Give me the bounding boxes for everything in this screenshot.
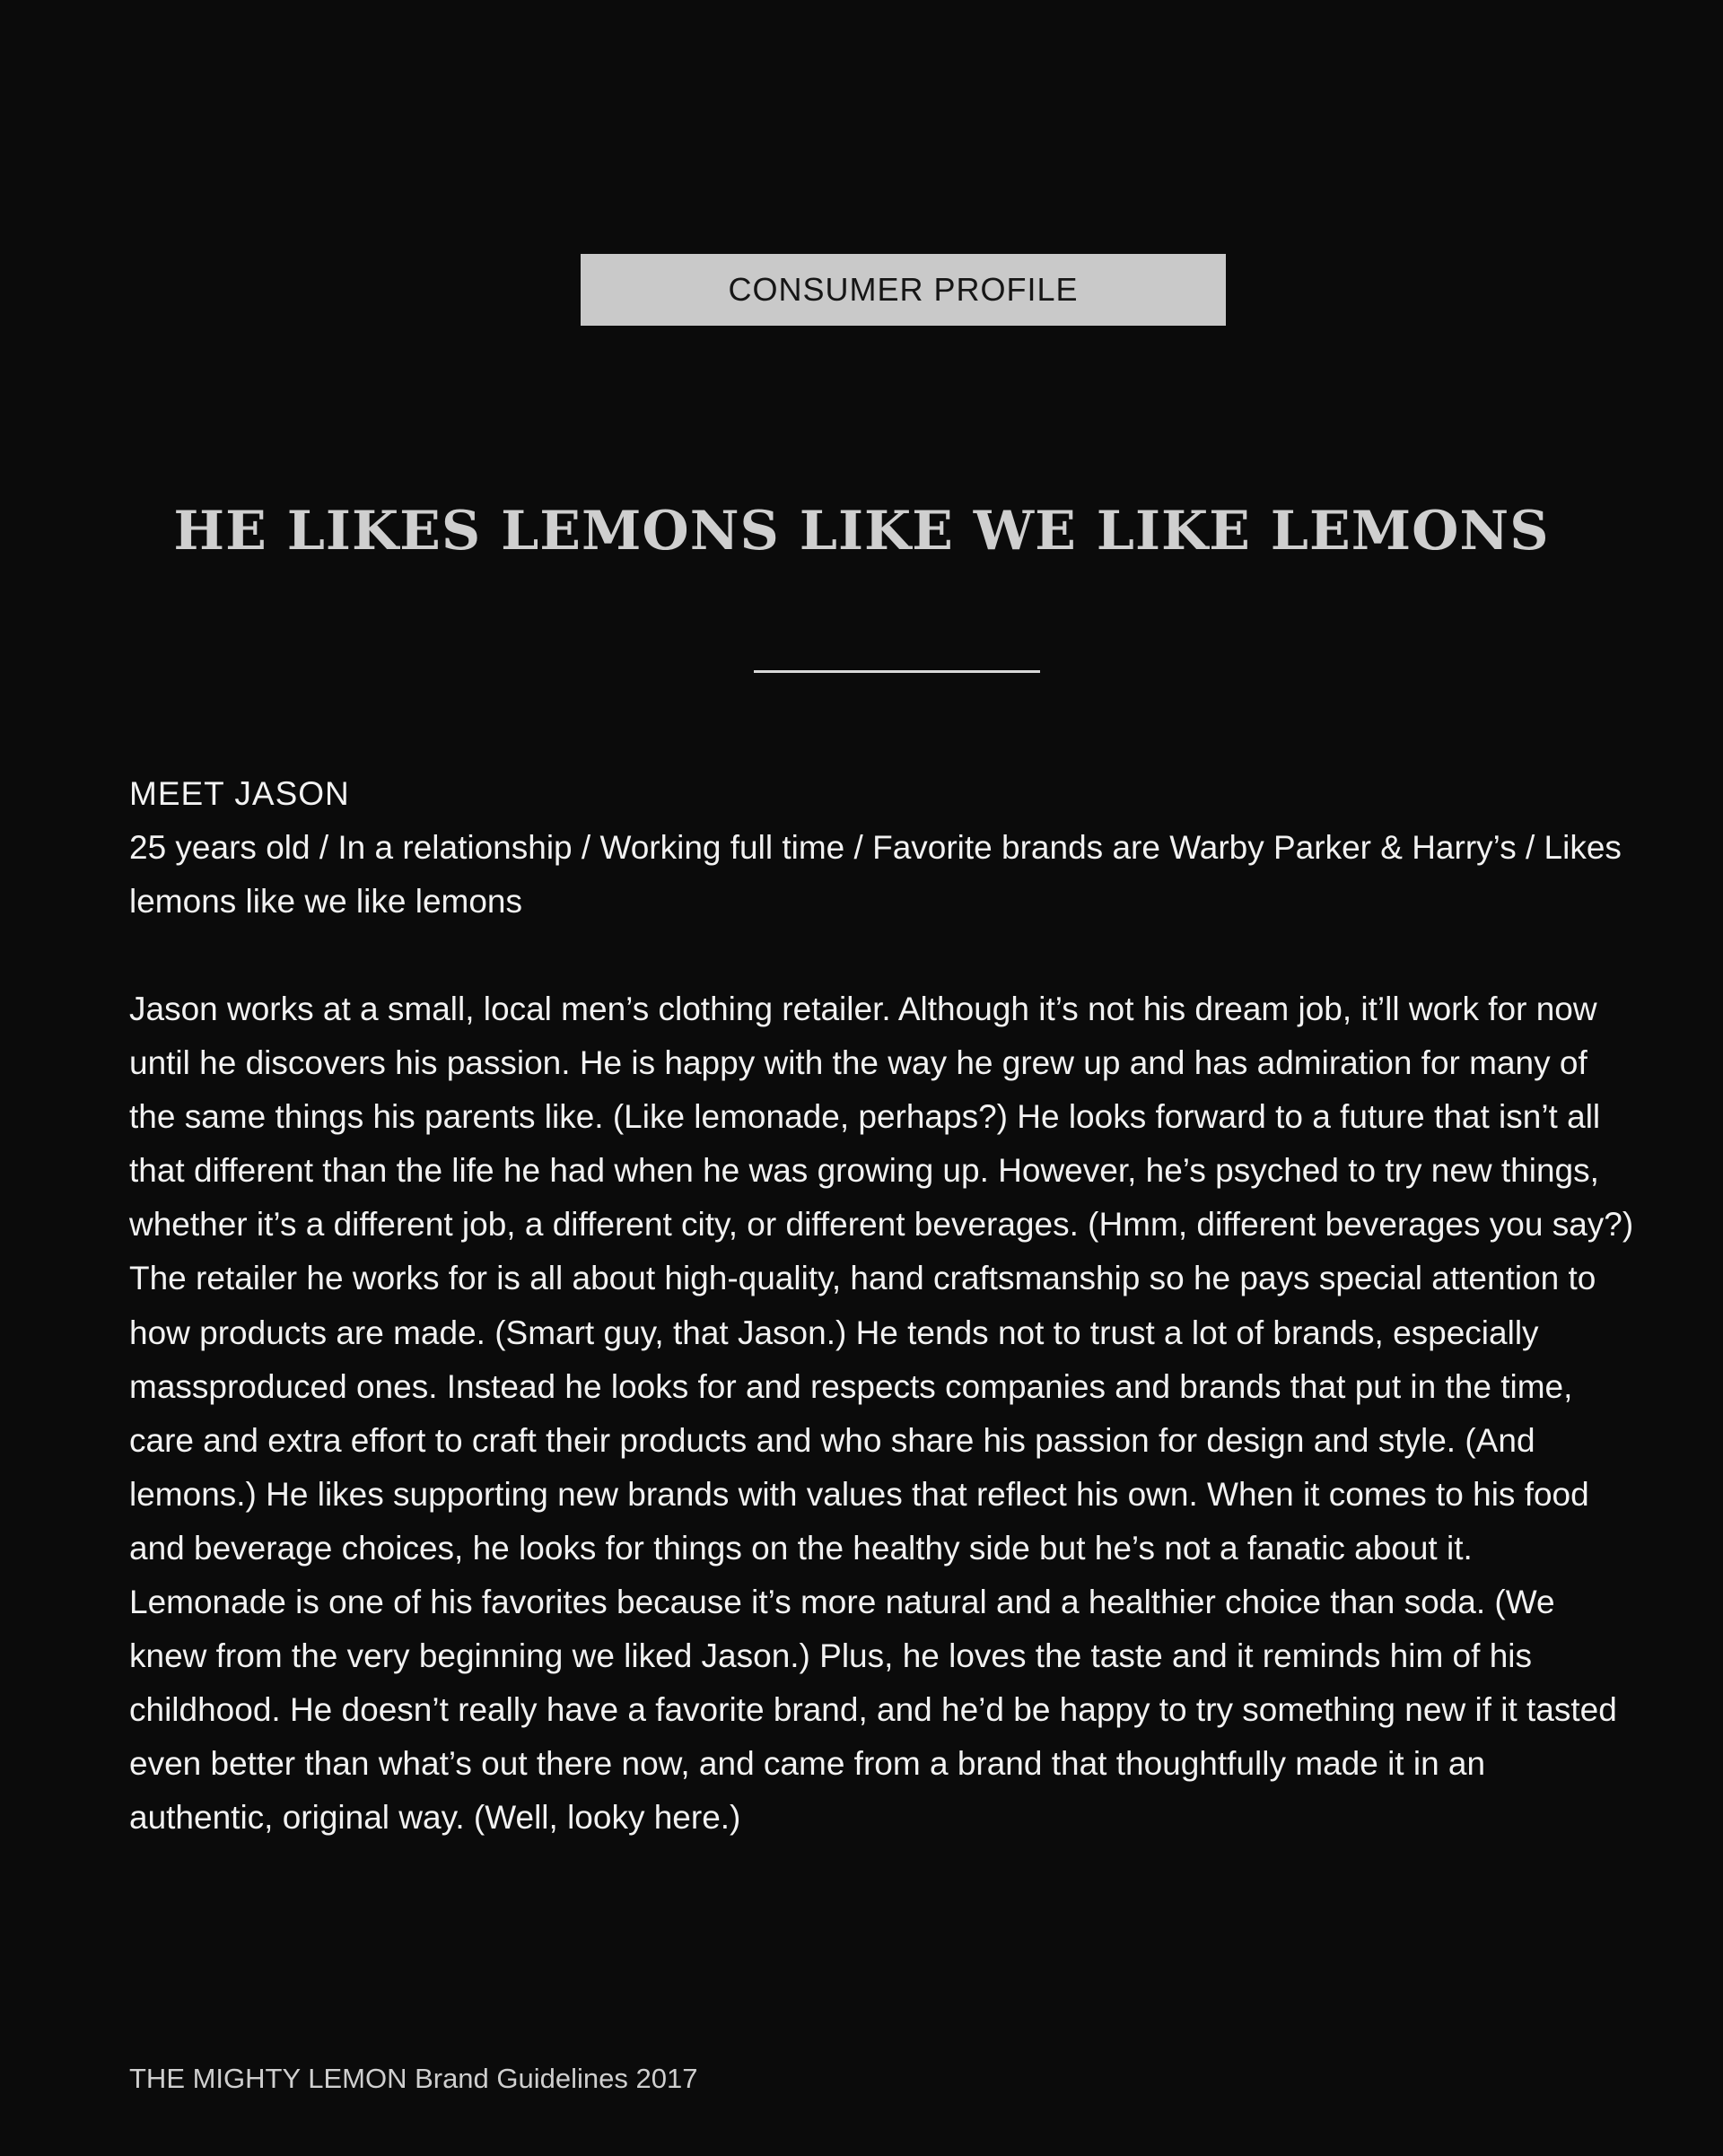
profile-summary [129, 767, 1637, 929]
page-footer: THE MIGHTY LEMON Brand Guidelines 2017 [129, 2063, 698, 2094]
profile-story: Jason works at a small, local men’s clothing retailer. Although it’s not his dream job, it’ll work for now until he discovers his passion. He is happy with the way he grew up and has admiration for many of the same things his parents like. (Like lemonade, perhaps?) He looks forward to a future that isn’t all that different than the life he had when he was growing up. However, he’s psyched to try new things, whether it’s a different job, a different city, or different beverages. (Hmm, different beverages you say?) The retailer he works for is all about high-quality, hand craftsmanship so he pays special attention to how products are made. (Smart guy, that Jason.) He tends not to trust a lot of brands, especially massproduced ones. Instead he looks for and respects companies and brands that put in the time, care and extra effort to craft their products and who share his passion for design and style. (And lemons.) He likes supporting new brands with values that reflect his own. When it comes to his food and beverage choices, he looks for things on the healthy side but he’s not a fanatic about it. Lemonade is one of his favorites because it’s more natural and a healthier choice than soda. (We knew from the very beginning we liked Jason.) Plus, he loves the taste and it reminds him of his childhood. He doesn’t really have a favorite brand, and he’d be happy to try something new if it tasted even better than what’s out there now, and came from a brand that thoughtfully made it in an authentic, original way. (Well, looky here.) [129, 991, 1634, 1837]
headline-divider [754, 670, 1040, 673]
section-badge-label: CONSUMER PROFILE [728, 271, 1079, 308]
section-badge [581, 254, 1226, 326]
page-headline: HE LIKES LEMONS LIKE WE LIKE LEMONS [173, 500, 1550, 563]
profile-facts: 25 years old / In a relationship / Working full time / Favorite brands are Warby Parker & Harry’s / Likes lemons like we like lemons [129, 829, 1622, 920]
profile-heading: MEET JASON [129, 775, 350, 812]
